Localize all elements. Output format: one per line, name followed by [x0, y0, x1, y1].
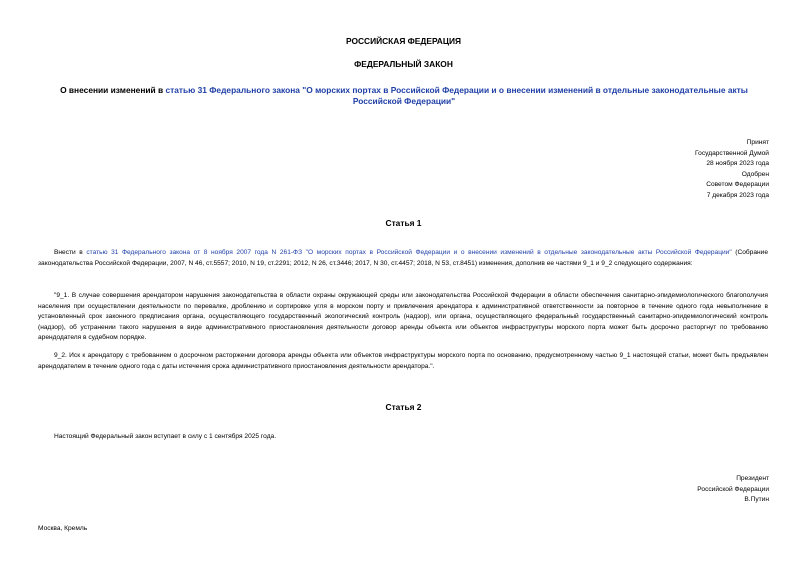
- signature-block: [697, 474, 769, 506]
- article-2-title: Статья 2: [385, 402, 422, 412]
- doc-type-heading: ФЕДЕРАЛЬНЫЙ ЗАКОН: [354, 59, 453, 69]
- article-1-part-9-1: "9_1. В случае совершения арендатором нарушения законодательства в области охраны окружающей среды или законодательства Российской Федерации в области обеспечения санитарно-эпидемиологического благополучия населения при осуществлении деятельности по перевалке, дроблению и сортировке угля в морском порту и привлечения арендатора к административной ответственности за повторное в течение одного года невыполнение в установленный срок законного предписания органа, осуществляющего государственный экологический контроль (надзор), или органа, осуществляющего федеральный государственный санитарно-эпидемиологический контроль (надзор), об устранении такого нарушения в виде административного приостановления деятельности договор аренды объекта или объектов инфраструктуры морского порта может быть досрочно расторгнут по требованию арендодателя в судебном порядке.: [38, 292, 768, 341]
- law-title-link[interactable]: статью 31 Федерального закона "О морских портах в Российской Федерации и о внесении изменений в отдельные законодательные акты Российской Федерации": [165, 85, 748, 106]
- signature-name: В.Путин: [744, 496, 769, 503]
- law-title-prefix: О внесении изменений в: [60, 85, 166, 95]
- signature-country: Российской Федерации: [697, 485, 769, 493]
- signature-title: Президент: [736, 475, 769, 482]
- article-2-text: Настоящий Федеральный закон вступает в силу с 1 сентября 2025 года.: [54, 433, 277, 440]
- article-1-intro-prefix: Внести в: [54, 249, 87, 256]
- article-1-part-9-2: 9_2. Иск к арендатору с требованием о досрочном расторжении договора аренды объекта или объектов инфраструктуры морского порта по основанию, предусмотренному частью 9_1 настоящей статьи, может быть предъявлен арендодателем в течение одного года с даты истечения срока административного приостановления деятельности арендатора.".: [38, 352, 768, 370]
- adoption-council: Советом Федерации: [706, 181, 769, 188]
- adoption-duma-date: 28 ноября 2023 года: [706, 160, 769, 167]
- article-1-title: Статья 1: [385, 218, 422, 228]
- adoption-duma: Государственной Думой: [695, 149, 769, 157]
- country-heading: РОССИЙСКАЯ ФЕДЕРАЦИЯ: [345, 36, 462, 46]
- signing-place: Москва, Кремль: [38, 525, 88, 532]
- article-1-intro: [38, 248, 768, 269]
- article-1-intro-suffix: (Собрание законодательства Российской Федерации, 2007, N 46, ст.5557; 2010, N 19, ст.2291; 2012, N 26, ст.3446; 2017, N 30, ст.4457; 2018, N 53, ст.8451) изменения, дополнив ее частями 9_1 и 9_2 следующего содержания:: [38, 249, 769, 267]
- adoption-approved: Одобрен: [741, 170, 769, 178]
- article-1-intro-link[interactable]: статью 31 Федерального закона от 8 ноября 2007 года N 261-ФЗ "О морских портах в Российской Федерации и о внесении изменений в отдельные законодательные акты Российской Федерации": [86, 249, 732, 256]
- law-title: [36, 85, 772, 107]
- adoption-council-date: 7 декабря 2023 года: [706, 191, 769, 199]
- adoption-accepted: Принят: [746, 139, 769, 146]
- adoption-block: [695, 138, 769, 201]
